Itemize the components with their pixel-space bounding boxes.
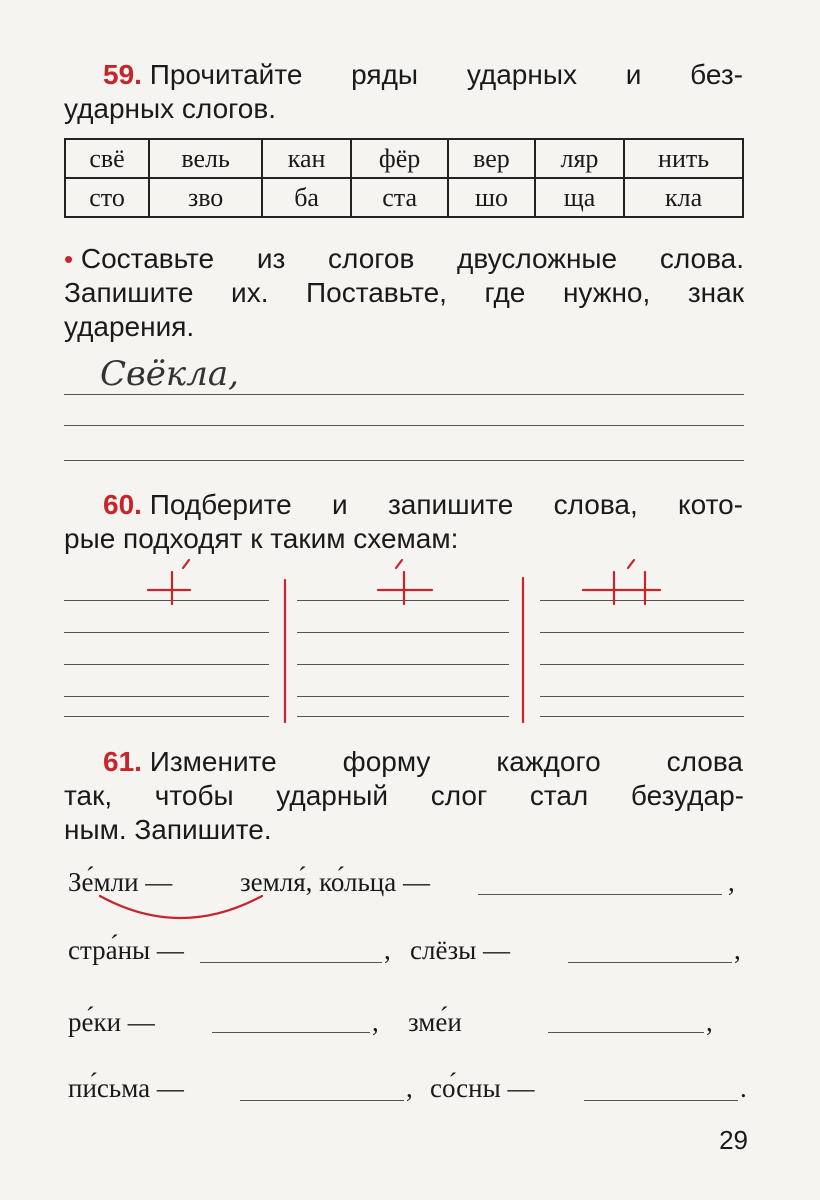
ex61-line1: 61. Измените форму каждого слова xyxy=(103,746,743,777)
row1-word-b: слёзы — xyxy=(410,935,510,965)
ex60-line1: 60. Подберите и запишите слова, кото- xyxy=(103,489,743,520)
ex59-task-line3: ударения. xyxy=(64,311,195,342)
syllable-cell: ща xyxy=(535,178,624,217)
writing-line xyxy=(212,1032,370,1033)
handwritten-answer: Свёкла, xyxy=(100,354,239,394)
writing-line xyxy=(540,716,744,717)
writing-line xyxy=(200,962,382,963)
row-end: , xyxy=(706,1007,713,1037)
ex59-line2: ударных слогов. xyxy=(64,93,276,124)
writing-line xyxy=(64,600,269,601)
row-comma: , xyxy=(372,1007,379,1037)
example-word-2: земля́, ко́льца — xyxy=(240,867,430,897)
writing-line xyxy=(540,664,744,665)
page-number: 29 xyxy=(719,1125,748,1155)
row-comma: , xyxy=(728,867,735,897)
row-end: , xyxy=(734,935,741,965)
stress-mark xyxy=(183,560,189,568)
ex60-number: 60. xyxy=(103,489,142,520)
writing-line xyxy=(584,1100,738,1101)
ex61-line3: ным. Запишите. xyxy=(64,814,272,845)
syllable-cell: ба xyxy=(262,178,351,217)
writing-line xyxy=(297,600,509,601)
bullet: • xyxy=(64,244,74,274)
example-word-1: Зе́мли — xyxy=(68,867,173,897)
row1-word-a: стра́ны — xyxy=(68,935,184,965)
row-end: . xyxy=(740,1073,747,1103)
writing-line xyxy=(297,664,509,665)
writing-line xyxy=(64,632,269,633)
ex60-line2: рые подходят к таким схемам: xyxy=(64,523,459,554)
syllable-cell: нить xyxy=(624,139,743,178)
row3-word-a: пи́сьма — xyxy=(68,1073,184,1103)
ex59-task-line1: • Составьте из слогов двусложные слова. xyxy=(64,243,744,274)
ex59-number: 59. xyxy=(103,59,142,90)
syllable-cell: ляр xyxy=(535,139,624,178)
syllable-cell: зво xyxy=(149,178,262,217)
syllable-cell: сто xyxy=(65,178,149,217)
writing-line xyxy=(240,1100,404,1101)
syllable-cell: шо xyxy=(448,178,535,217)
writing-line xyxy=(548,1032,704,1033)
writing-line xyxy=(297,696,509,697)
writing-line xyxy=(64,460,744,461)
row-comma: , xyxy=(406,1073,413,1103)
writing-line xyxy=(540,600,744,601)
row-comma: , xyxy=(384,935,391,965)
row2-word-a: ре́ки — xyxy=(68,1007,155,1037)
syllable-cell: ста xyxy=(351,178,448,217)
syllable-cell: кла xyxy=(624,178,743,217)
ex61-number: 61. xyxy=(103,746,142,777)
syllable-table xyxy=(64,138,744,218)
syllable-cell: вель xyxy=(149,139,262,178)
row2-word-b: зме́и xyxy=(408,1007,462,1037)
writing-line xyxy=(540,696,744,697)
writing-line xyxy=(297,716,509,717)
ex59-task-line2: Запишите их. Поставьте, где нужно, знак xyxy=(64,277,744,308)
syllable-cell: кан xyxy=(262,139,351,178)
writing-line xyxy=(64,716,269,717)
syllable-cell: вер xyxy=(448,139,535,178)
ex59-line1: 59. Прочитайте ряды ударных и без- xyxy=(103,59,743,90)
writing-line xyxy=(297,632,509,633)
writing-line xyxy=(568,962,732,963)
writing-line xyxy=(64,394,744,395)
writing-line xyxy=(540,632,744,633)
stress-mark xyxy=(396,560,402,568)
writing-line xyxy=(64,696,269,697)
writing-line xyxy=(478,894,722,895)
example-arc xyxy=(100,896,262,918)
syllable-cell: свё xyxy=(65,139,149,178)
syllable-cell: фёр xyxy=(351,139,448,178)
row3-word-b: со́сны — xyxy=(430,1073,535,1103)
writing-line xyxy=(64,664,269,665)
stress-mark xyxy=(628,560,634,568)
ex61-line2: так, чтобы ударный слог стал безудар- xyxy=(64,780,744,811)
writing-line xyxy=(64,425,744,426)
